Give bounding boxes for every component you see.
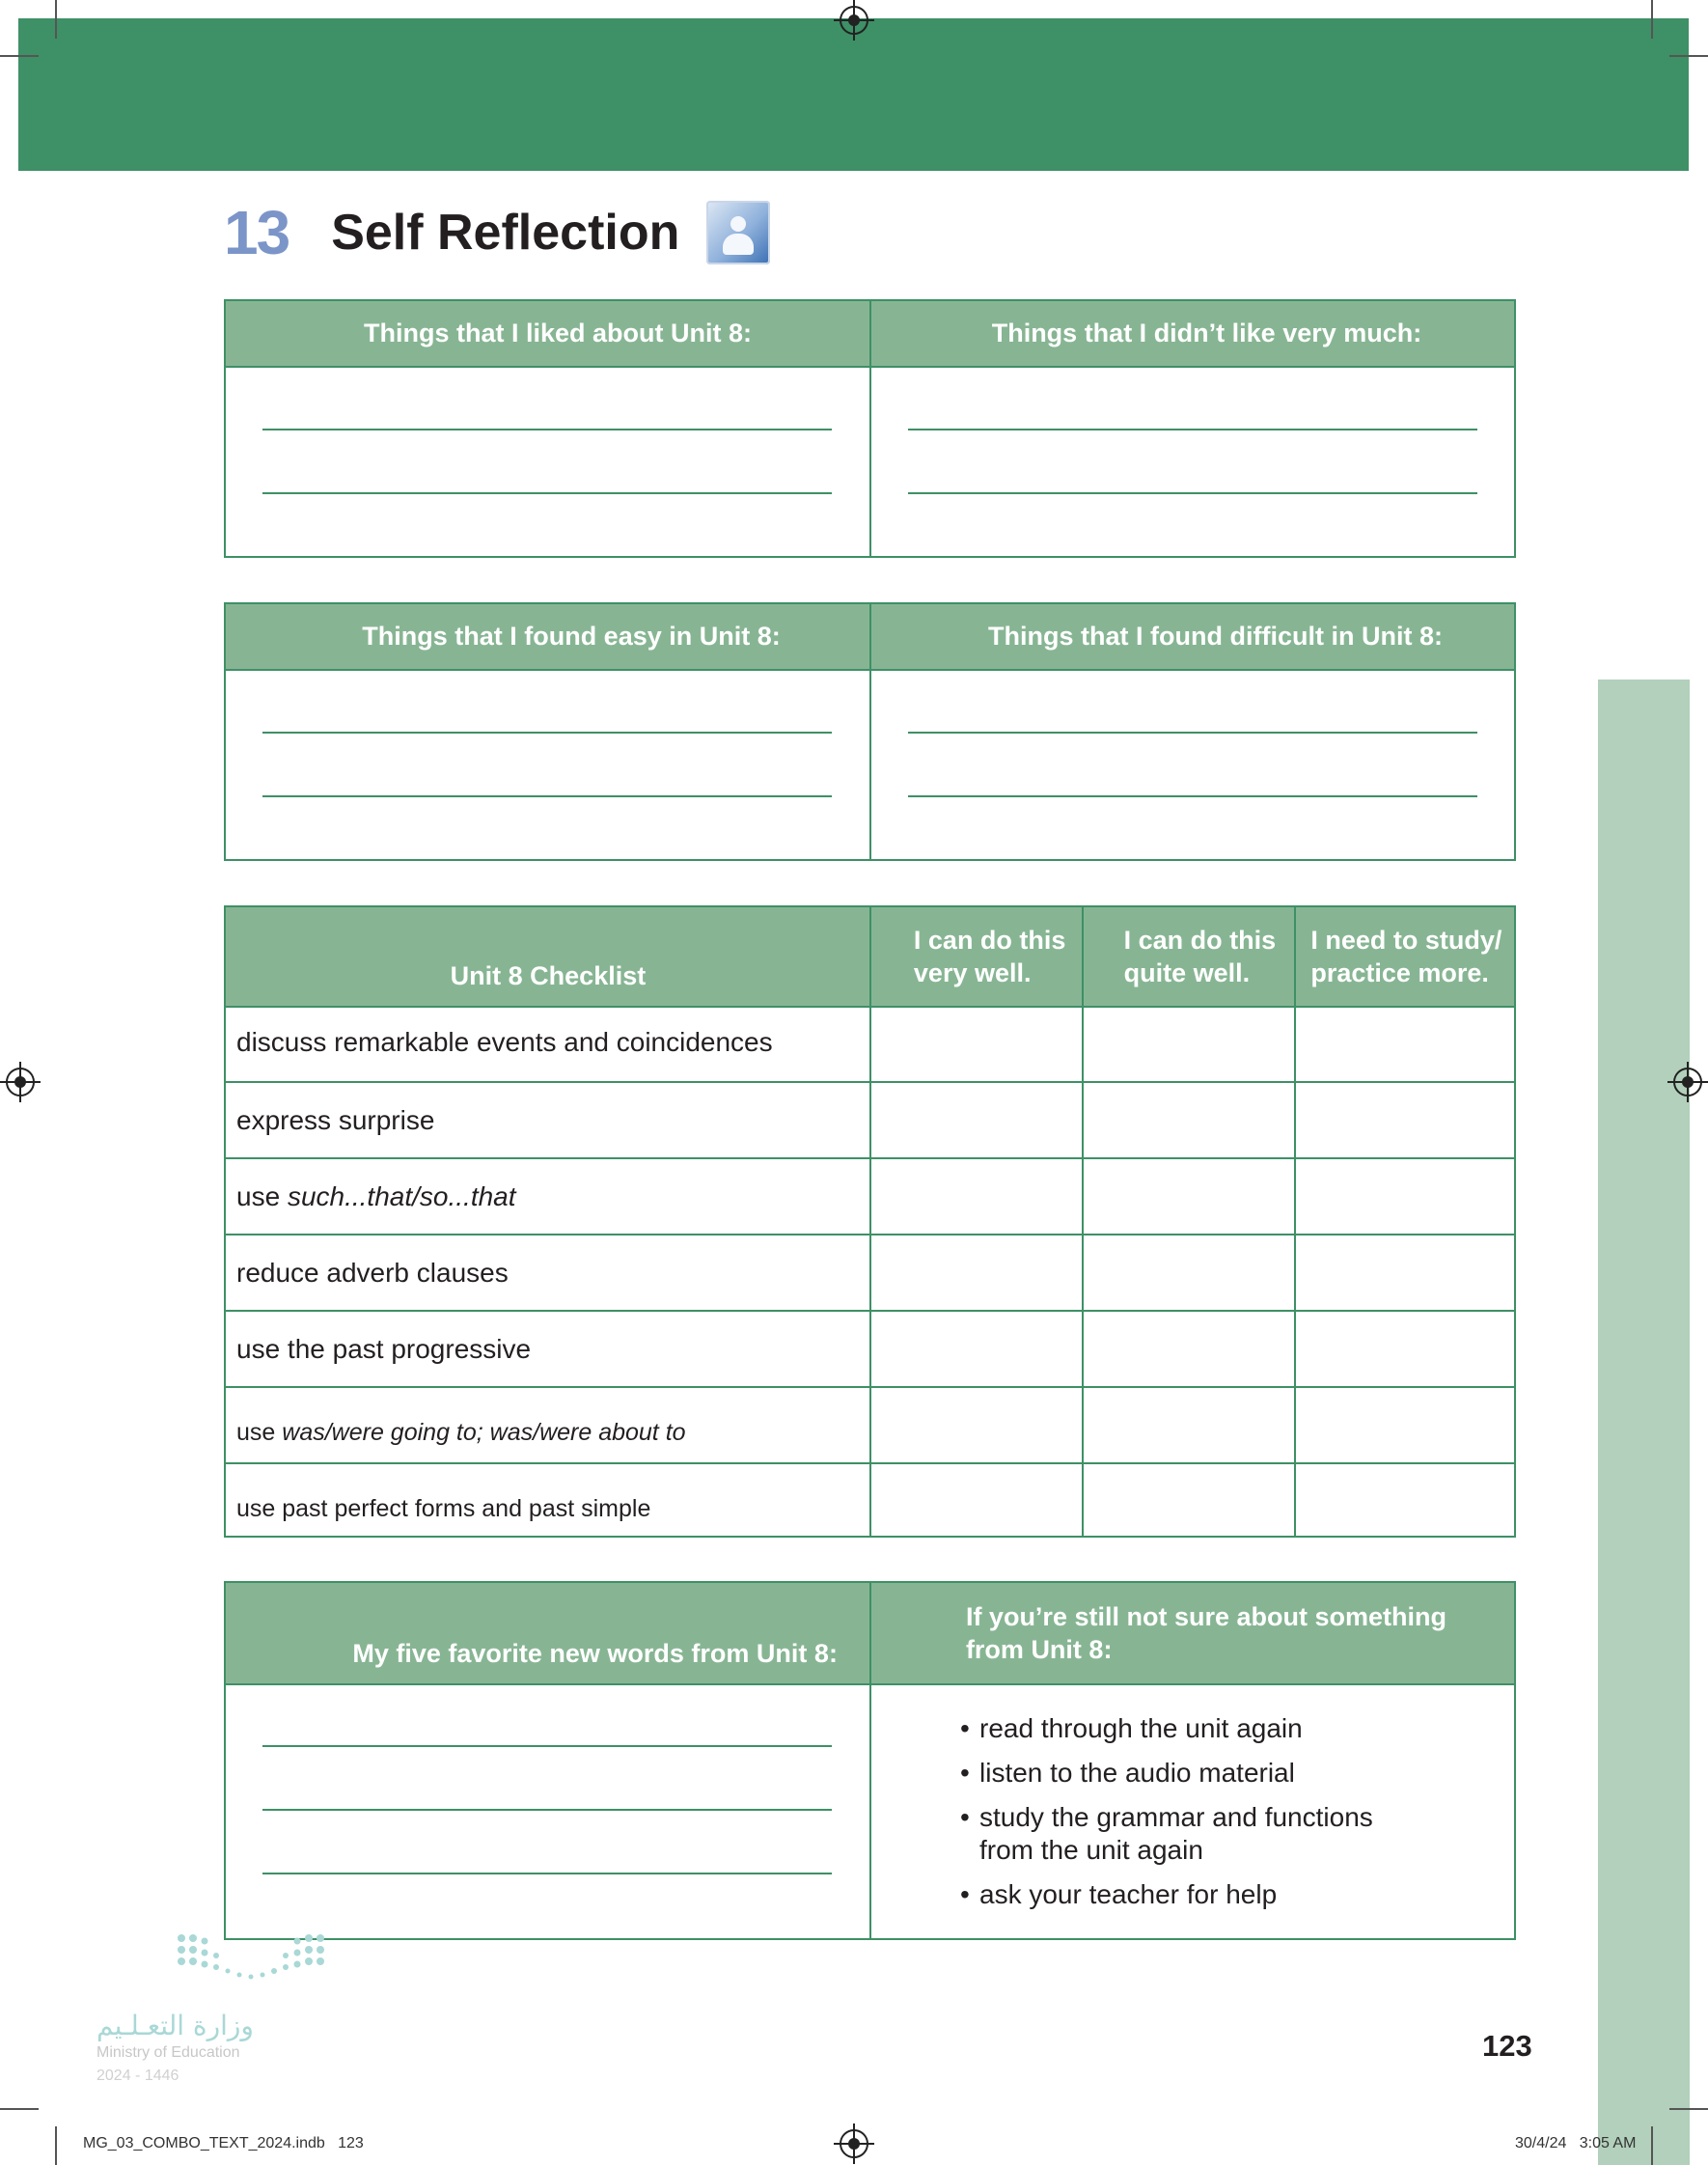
col-quite-well: I can do this quite well. [1123, 926, 1277, 987]
checklist-row [226, 1234, 1514, 1310]
check-cell-quite-well[interactable] [1084, 1159, 1294, 1234]
check-cell-very-well[interactable] [871, 1005, 1082, 1079]
print-slug-file: MG_03_COMBO_TEXT_2024.indb 123 [83, 2135, 364, 2151]
lesson-heading [224, 199, 770, 266]
registration-mark-icon [840, 6, 868, 35]
write-line[interactable] [908, 429, 1477, 430]
check-cell-quite-well[interactable] [1084, 1388, 1294, 1462]
check-cell-very-well[interactable] [871, 1235, 1082, 1310]
crop-mark [1669, 2108, 1708, 2110]
side-color-band [1598, 680, 1690, 2165]
checklist-title: Unit 8 Checklist [450, 961, 647, 990]
disliked-header: Things that I didn’t like very much: [991, 319, 1422, 347]
checklist-row [226, 1081, 1514, 1157]
list-item: • listen to the audio material [960, 1758, 1295, 1788]
ministry-logo [96, 1932, 347, 2087]
crop-mark [55, 0, 57, 39]
registration-mark-icon [1673, 1068, 1702, 1096]
registration-mark-icon [6, 1068, 35, 1096]
check-cell-quite-well[interactable] [1084, 1005, 1294, 1079]
check-cell-need-study[interactable] [1296, 1005, 1514, 1079]
check-cell-very-well[interactable] [871, 1388, 1082, 1462]
crop-mark [1669, 55, 1708, 57]
check-cell-need-study[interactable] [1296, 1159, 1514, 1234]
write-line[interactable] [262, 795, 832, 797]
liked-header: Things that I liked about Unit 8: [363, 319, 752, 347]
registration-mark-icon [840, 2129, 868, 2158]
write-line[interactable] [262, 1873, 832, 1874]
check-cell-need-study[interactable] [1296, 1464, 1514, 1539]
checklist-item: use was/were going to; was/were about to [236, 1419, 686, 1446]
check-cell-need-study[interactable] [1296, 1235, 1514, 1310]
page-title: Self Reflection [331, 205, 680, 261]
checklist-item: reduce adverb clauses [236, 1257, 509, 1288]
crop-mark [55, 2126, 57, 2165]
checklist-row [226, 1005, 1514, 1081]
favorite-words-header: My five favorite new words from Unit 8: [352, 1639, 838, 1668]
check-cell-need-study[interactable] [1296, 1083, 1514, 1157]
check-cell-very-well[interactable] [871, 1159, 1082, 1234]
crop-mark [0, 55, 39, 57]
col-very-well: I can do this very well. [913, 926, 1066, 987]
easy-difficult-table [224, 602, 1516, 861]
write-line[interactable] [262, 732, 832, 734]
crop-mark [0, 2108, 39, 2110]
ministry-english-name: Ministry of Education [96, 2044, 240, 2061]
list-item: • study the grammar and functions from the unit again [960, 1802, 1373, 1865]
checklist-row [226, 1386, 1514, 1462]
page-number: 123 [1482, 2029, 1532, 2063]
write-line[interactable] [262, 429, 832, 430]
ministry-year: 2024 - 1446 [96, 2068, 179, 2084]
liked-disliked-table [224, 299, 1516, 558]
ministry-arabic-name: وزارة التعـلـيم [96, 2010, 254, 2041]
ministry-dots-icon [176, 1932, 340, 1990]
checklist-row [226, 1462, 1514, 1538]
top-color-band [18, 18, 1689, 171]
list-item: • ask your teacher for help [960, 1879, 1278, 1909]
write-line[interactable] [262, 492, 832, 494]
checklist-item: express surprise [236, 1104, 435, 1135]
unit-checklist-table [224, 905, 1516, 1538]
col-need-study: I need to study/ practice more. [1310, 926, 1502, 987]
print-slug-date: 30/4/24 3:05 AM [1515, 2135, 1637, 2151]
check-cell-quite-well[interactable] [1084, 1312, 1294, 1386]
words-tips-table [224, 1581, 1516, 1940]
check-cell-need-study[interactable] [1296, 1312, 1514, 1386]
write-line[interactable] [908, 492, 1477, 494]
crop-mark [1651, 0, 1653, 39]
check-cell-very-well[interactable] [871, 1083, 1082, 1157]
check-cell-need-study[interactable] [1296, 1388, 1514, 1462]
check-cell-very-well[interactable] [871, 1312, 1082, 1386]
write-line[interactable] [908, 732, 1477, 734]
self-reflection-icon [706, 201, 770, 264]
check-cell-quite-well[interactable] [1084, 1235, 1294, 1310]
tips-list [960, 1712, 1373, 1923]
crop-mark [1651, 2126, 1653, 2165]
lesson-number: 13 [224, 198, 289, 267]
checklist-item: discuss remarkable events and coincidences [236, 1026, 773, 1057]
easy-header: Things that I found easy in Unit 8: [362, 622, 781, 651]
difficult-header: Things that I found difficult in Unit 8: [988, 622, 1443, 651]
checklist-row [226, 1310, 1514, 1386]
check-cell-quite-well[interactable] [1084, 1083, 1294, 1157]
checklist-item: use such...that/so...that [236, 1180, 516, 1211]
checklist-item: use the past progressive [236, 1333, 532, 1364]
list-item: • read through the unit again [960, 1713, 1303, 1743]
checklist-item: use past perfect forms and past simple [236, 1495, 651, 1522]
write-line[interactable] [908, 795, 1477, 797]
checklist-row [226, 1157, 1514, 1234]
write-line[interactable] [262, 1809, 832, 1811]
check-cell-quite-well[interactable] [1084, 1464, 1294, 1539]
write-line[interactable] [262, 1745, 832, 1747]
check-cell-very-well[interactable] [871, 1464, 1082, 1539]
not-sure-header: If you’re still not sure about something from Unit 8: [965, 1602, 1446, 1664]
